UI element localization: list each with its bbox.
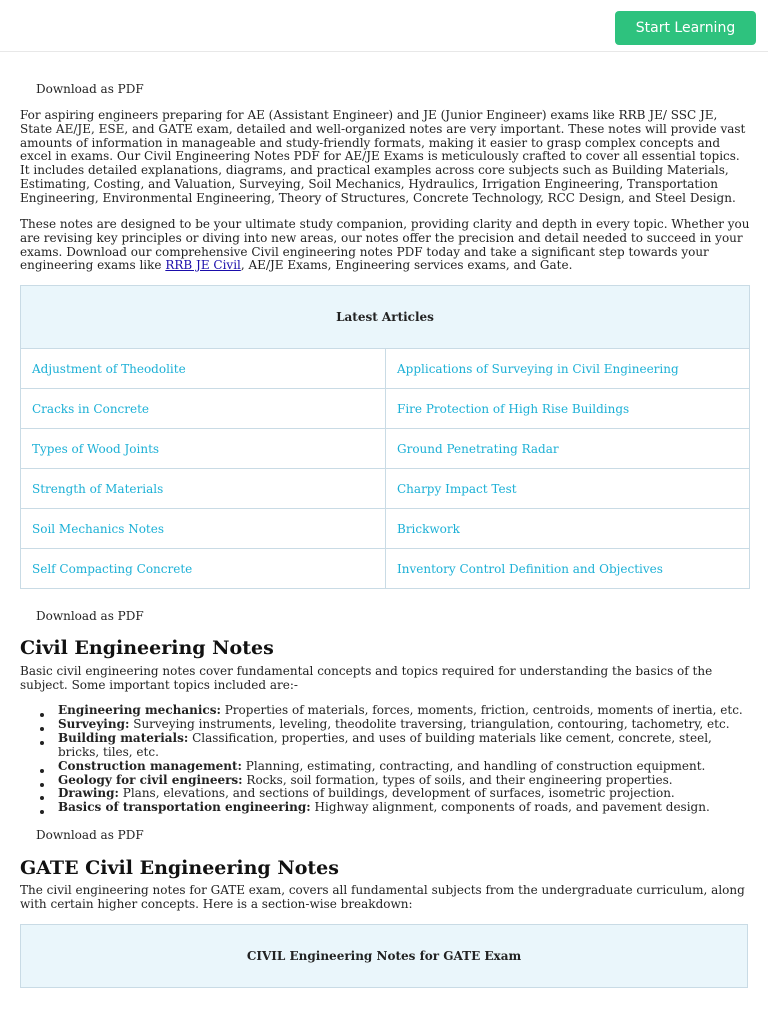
start-learning-button[interactable]: Start Learning xyxy=(615,11,756,45)
topic-desc: Surveying instruments, leveling, theodolite traversing, triangulation, contouring, tachometry, etc. xyxy=(129,716,730,731)
topic-term: Geology for civil engineers: xyxy=(58,772,243,787)
article-link[interactable]: Ground Penetrating Radar xyxy=(385,429,749,468)
latest-articles-title: Latest Articles xyxy=(21,286,749,349)
topic-desc: Highway alignment, components of roads, and pavement design. xyxy=(310,800,710,815)
civil-notes-intro: Basic civil engineering notes cover fundamental concepts and topics required for understanding the basics of the subject. Some important topics included are:- xyxy=(20,664,713,692)
list-item xyxy=(20,732,750,760)
topic-desc: Planning, estimating, contracting, and handling of construction equipment. xyxy=(241,758,706,773)
list-item xyxy=(20,760,750,774)
article-link[interactable]: Inventory Control Definition and Objectives xyxy=(385,549,749,588)
topic-term: Building materials: xyxy=(58,730,189,745)
topic-desc: Properties of materials, forces, moments, friction, centroids, moments of inertia, etc. xyxy=(220,703,743,717)
gate-notes-table-header: CIVIL Engineering Notes for GATE Exam xyxy=(20,924,748,988)
article-link[interactable]: Cracks in Concrete xyxy=(32,401,150,416)
table-row xyxy=(21,549,749,588)
intro-p2-tail: , AE/JE Exams, Engineering services exams, and Gate. xyxy=(240,258,573,273)
table-row xyxy=(21,509,749,549)
topic-desc: Rocks, soil formation, types of soils, and their engineering properties. xyxy=(242,772,673,787)
topic-term: Construction management: xyxy=(58,758,242,773)
table-row xyxy=(21,469,749,509)
article-link[interactable]: Soil Mechanics Notes xyxy=(32,521,164,536)
gate-notes-heading: GATE Civil Engineering Notes xyxy=(20,857,339,879)
topic-desc: Plans, elevations, and sections of buildings, development of surfaces, isometric projection. xyxy=(118,786,675,801)
article-link[interactable]: Adjustment of Theodolite xyxy=(32,361,186,376)
topic-term: Basics of transportation engineering: xyxy=(58,800,311,815)
intro-paragraph-2 xyxy=(20,218,750,273)
table-row xyxy=(21,349,749,389)
article-link[interactable]: Brickwork xyxy=(385,509,749,548)
list-item xyxy=(20,801,750,815)
download-pdf-link[interactable]: Download as PDF xyxy=(36,828,144,842)
intro-paragraph-1: For aspiring engineers preparing for AE (Assistant Engineer) and JE (Junior Engineer) exams like RRB JE/ SSC JE, State AE/JE, ESE, and GATE exam, detailed and well-organized notes are very important. These notes will provide vast amounts of information in manageable and study-friendly formats, making it easier to grasp complex concepts and excel in exams. Our Civil Engineering Notes PDF for AE/JE Exams is meticulously crafted to cover all essential topics. It includes detailed explanations, diagrams, and practical examples across core subjects such as Building Materials, Estimating, Costing, and Valuation, Surveying, Soil Mechanics, Hydraulics, Irrigation Engineering, Transportation Engineering, Environmental Engineering, Theory of Structures, Concrete Technology, RCC Design, and Steel Design. xyxy=(20,108,746,205)
top-header xyxy=(0,0,768,52)
topic-desc: Classification, properties, and uses of building materials like cement, concrete, steel, bricks, tiles, etc. xyxy=(58,730,712,759)
table-row xyxy=(21,389,749,429)
intro-p2-text: These notes are designed to be your ultimate study companion, providing clarity and depth in every topic. Whether you are revising key principles or diving into new areas, our notes offer the precision and detail needed to succeed in your exams. Download our comprehensive Civil engineering notes PDF today and take a significant step towards your engineering exams like xyxy=(20,217,750,273)
download-pdf-link[interactable]: Download as PDF xyxy=(36,82,144,96)
article-link[interactable]: Charpy Impact Test xyxy=(385,469,749,508)
article-link[interactable]: Self Compacting Concrete xyxy=(32,561,193,576)
rrb-je-civil-link[interactable]: RRB JE Civil xyxy=(165,258,241,273)
article-link[interactable]: Strength of Materials xyxy=(32,481,164,496)
topic-term: Surveying: xyxy=(58,716,130,731)
list-item xyxy=(20,787,750,801)
article-link[interactable]: Types of Wood Joints xyxy=(32,441,160,456)
table-row xyxy=(21,429,749,469)
list-item xyxy=(20,774,750,788)
download-pdf-link[interactable]: Download as PDF xyxy=(36,609,144,623)
topic-term: Engineering mechanics: xyxy=(58,703,221,717)
gate-notes-intro: The civil engineering notes for GATE exam, covers all fundamental subjects from the undergraduate curriculum, along with certain higher concepts. Here is a section-wise breakdown: xyxy=(20,883,745,911)
article-link[interactable]: Fire Protection of High Rise Buildings xyxy=(385,389,749,428)
article-link[interactable]: Applications of Surveying in Civil Engineering xyxy=(385,349,749,388)
topic-term: Drawing: xyxy=(58,786,119,801)
list-item xyxy=(20,704,750,718)
civil-notes-heading: Civil Engineering Notes xyxy=(20,637,274,659)
latest-articles-table xyxy=(20,285,750,589)
list-item xyxy=(20,718,750,732)
topics-list xyxy=(20,704,750,815)
